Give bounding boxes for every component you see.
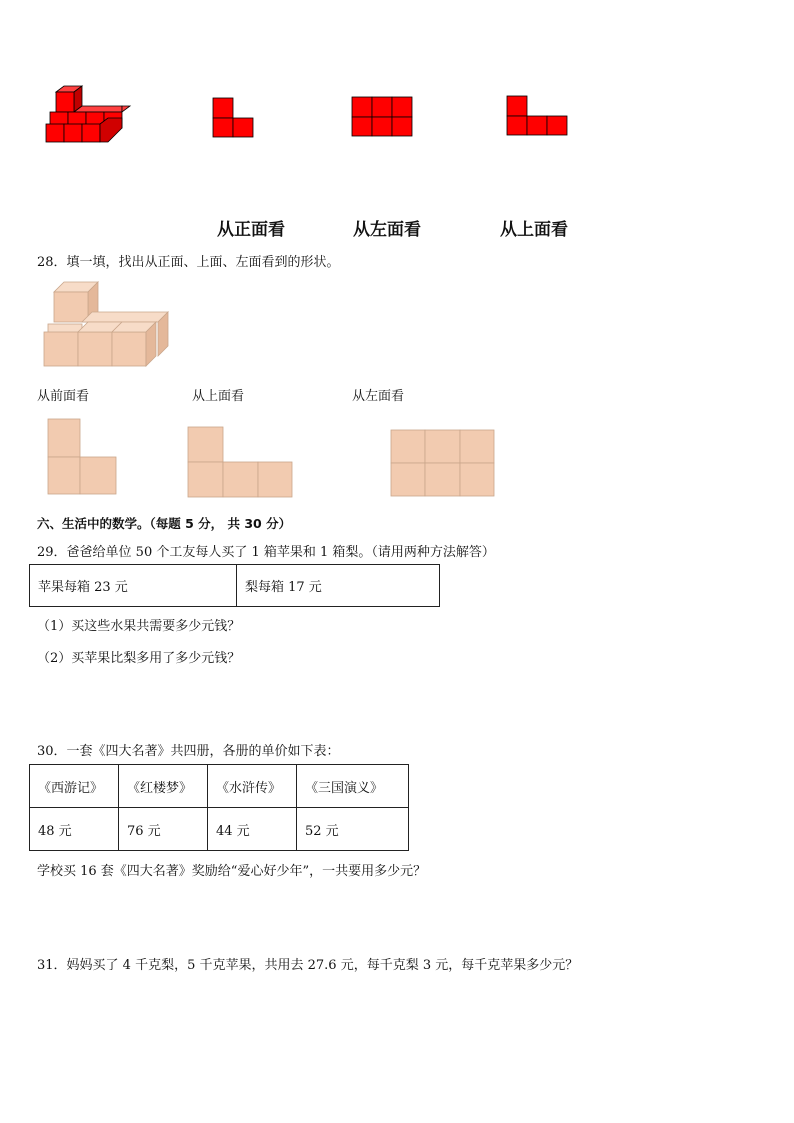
beige-view-front (47, 418, 119, 496)
view-label-front: 从正面看 (217, 220, 285, 240)
q31-text: 31．妈妈买了 4 千克梨，5 千克苹果，共用去 27.6 元，每千克梨 3 元，每千克苹果多少元？ (37, 958, 579, 973)
q29-sub1: （1）买这些水果共需要多少元钱？ (37, 619, 241, 634)
q28-view-label-front: 从前面看 (37, 389, 90, 404)
q30-price-2: 76 元 (119, 808, 208, 851)
q29-pear-price: 梨每箱 17 元 (237, 565, 440, 607)
q30-price-4: 52 元 (297, 808, 409, 851)
view-label-top: 从上面看 (500, 220, 568, 240)
q30-header-4: 《三国演义》 (297, 765, 409, 808)
q28-view-label-left: 从左面看 (352, 389, 405, 404)
beige-view-left (390, 429, 496, 499)
q30-text: 30．一套《四大名著》共四册，各册的单价如下表： (37, 744, 340, 759)
red-view-long-l (506, 95, 568, 137)
red-cube-solid (44, 84, 128, 146)
q30-price-3: 44 元 (208, 808, 297, 851)
q30-price-1: 48 元 (30, 808, 119, 851)
q29-apple-price: 苹果每箱 23 元 (30, 565, 237, 607)
view-label-left: 从左面看 (353, 220, 421, 240)
q28-text: 28．填一填，找出从正面、上面、左面看到的形状。 (37, 255, 340, 270)
q29-text: 29．爸爸给单位 50 个工友每人买了 1 箱苹果和 1 箱梨。（请用两种方法解答） (37, 545, 495, 560)
table-row (30, 565, 440, 607)
section-6-title: 六、生活中的数学。（每题 5 分， 共 30 分） (37, 516, 292, 531)
q28-view-label-top: 从上面看 (192, 389, 245, 404)
red-view-rectangle (351, 96, 413, 138)
q29-sub2: （2）买苹果比梨多用了多少元钱？ (37, 651, 241, 666)
table-row (30, 808, 409, 851)
q30-book-table (29, 764, 409, 851)
red-view-l-shape (212, 97, 256, 139)
q30-header-2: 《红楼梦》 (119, 765, 208, 808)
q30-followup: 学校买 16 套《四大名著》奖励给“爱心好少年”，一共要用多少元？ (37, 864, 427, 879)
q29-price-table (29, 564, 440, 607)
q30-header-1: 《西游记》 (30, 765, 119, 808)
beige-view-top (187, 426, 295, 500)
table-row (30, 765, 409, 808)
beige-cube-solid (42, 280, 172, 370)
q30-header-3: 《水浒传》 (208, 765, 297, 808)
